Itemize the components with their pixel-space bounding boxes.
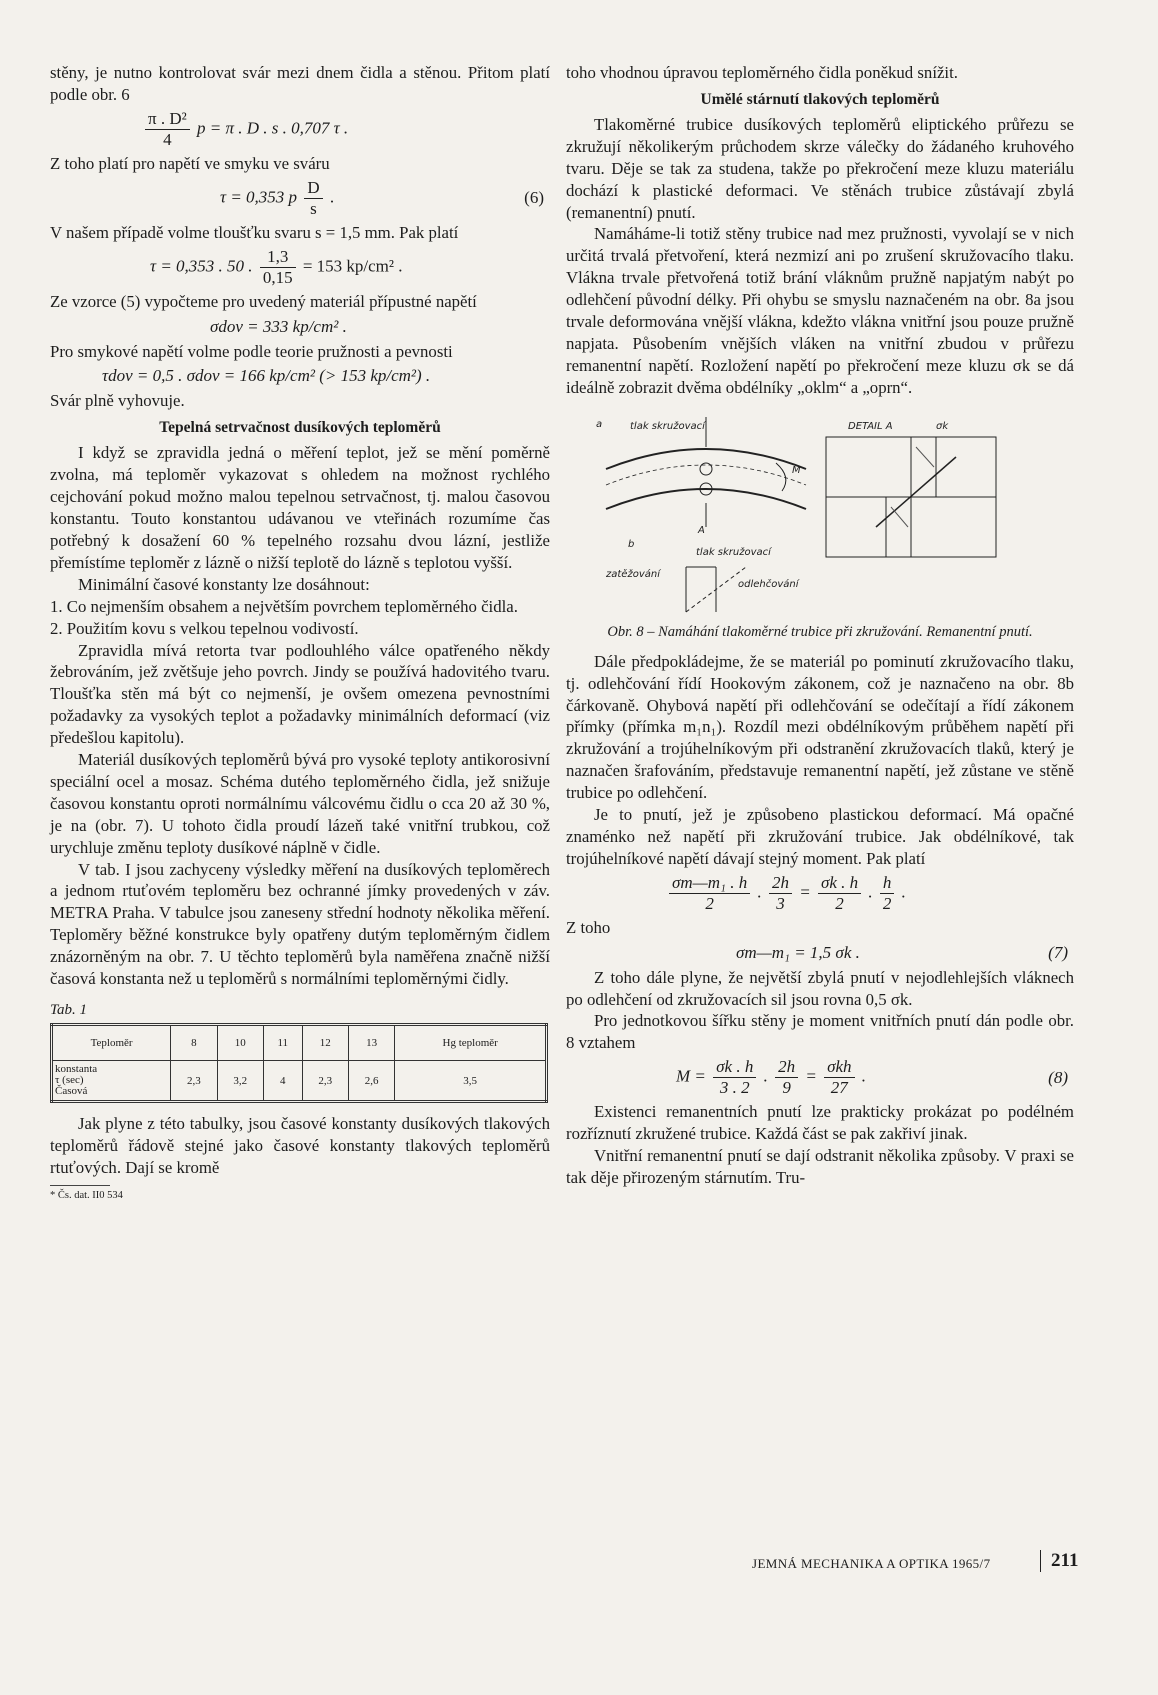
paragraph: toho vhodnou úpravou teploměrného čidla poněkud snížit. (566, 63, 958, 82)
svg-text:odlehčování: odlehčování (738, 578, 799, 590)
table-header-row: Teploměr 8 10 11 12 13 Hg teploměr (52, 1025, 547, 1061)
paragraph: Namáháme-li totiž stěny trubice nad mez pružnosti, vyvolají se v nich určitá trvalá přetvoření, která nezmizí ani po zrušení skružovacího tlaku. Vlákna trvale přetvořená totiž brání vláknům pružně napjatým nabýt po odlehčení původní délky. Při ohybu se smyslu naznačeném na obr. 8a jsou trvale deformována vnější vlákna, kdežto vlákna vnitřní jsou pouze pružně napjata. Působením vnějších vláken na vnitřní zbudou v průřezu remanentní napětí. Rozložení napětí po překročení meze kluzu σk se dá ideálně zobrazit dvěma obdélníky „oklm“ a „oprn“. (566, 224, 1074, 397)
paragraph: I když se zpravidla jedná o měření teplot, jež se mění poměrně zvolna, má teploměr vykazovat s ohledem na možnost rychlého cejchování pokud možno malou tepelnou setrvačnost, tj. malou časovou konstantu. Touto konstantou udávanou ve vteřinách rozumíme čas potřebný k dosažení 60 % tepelného rozsahu dvou lázní, jestliže přemístíme teploměr z lázně o nižší teplotě do lázně s teplotou vyšší. (50, 443, 550, 572)
journal-footer: JEMNÁ MECHANIKA A OPTIKA 1965/7 (752, 1556, 991, 1571)
section-heading: Tepelná setrvačnost dusíkových teploměrů (159, 419, 441, 437)
paragraph: Z toho (566, 917, 611, 937)
paragraph: Svár plně vyhovuje. (50, 391, 185, 411)
equation-4: σdov = 333 kp/cm² . (210, 316, 347, 336)
left-column (50, 62, 550, 1201)
paragraph: Minimální časové konstanty lze dosáhnout: (78, 574, 370, 594)
paragraph: Ze vzorce (5) vypočteme pro uvedený materiál přípustné napětí (50, 291, 477, 311)
paragraph: Vnitřní remanentní pnutí se dají odstranit několika způsoby. V praxi se tak děje přirozeným stárnutím. Tru- (566, 1146, 1074, 1187)
paragraph: V našem případě volme tloušťku svaru s = 1,5 mm. Pak platí (50, 222, 459, 242)
paragraph: Dále předpokládejme, že se materiál po pominutí zkružovacího tlaku, tj. odlehčování řídí Hookovým zákonem, což je naznačeno na obr. 8b čárkovaně. Ohybová napětí při odlehčování se odečítají a řídí zákonem přímky (přímka m₁n₁). Rozdíl mezi obdélníkovým průběhem napětí při zkružování a trojúhelníkovým při odstranění zkružovacích tlaků, který je naznačen šrafováním, představuje remanentní napětí, jež zůstane ve stěně trubice po odlehčení. (566, 651, 1074, 803)
svg-text:tlak skružovací: tlak skružovací (696, 546, 771, 558)
equation-1: $\frac{\text{π . D²}}{4}$ p = π . D . s . 0,707 τ . (50, 109, 550, 150)
list-item: 1. Co nejmenším obsahem a největším povrchem teploměrného čidla. (50, 596, 518, 616)
paragraph: Z toho dále plyne, že největší zbylá pnutí v nejodlehlejších vláknech po odlehčení od zkružovacích sil jsou rovna 0,5 σk. (566, 967, 1074, 1009)
paragraph: stěny, je nutno kontrolovat svár mezi dnem čidla a stěnou. Přitom platí podle obr. 6 (50, 63, 550, 104)
paragraph: Existenci remanentních pnutí lze prakticky prokázat po podélném rozříznutí zkružené trubice. Každá část se pak zakřiví jinak. (566, 1102, 1074, 1144)
table-caption: Tab. 1 (50, 1002, 87, 1018)
paragraph: Materiál dusíkových teploměrů bývá pro vysoké teploty antikorosivní speciální ocel a mosaz. Schéma dutého teploměrného čidla, jež snižuje časovou konstantu oproti normálnímu válcovému čidlu o cca 20 až 30 %, je na (obr. 7). U tohoto čidla proudí lázeň také vnitřní trubkou, což urychluje změnu teploty dusíkové náplně v čidle. (50, 750, 550, 857)
svg-text:A: A (698, 524, 705, 536)
equation-5: τdov = 0,5 . σdov = 166 kp/cm² (> 153 kp/cm²) . (102, 366, 431, 386)
svg-text:zatěžování: zatěžování (606, 568, 660, 580)
paragraph: V tab. I jsou zachyceny výsledky měření na dusíkových teploměrech a jednom rtuťovém teploměru bez ochranné jímky provedených v záv. METRA Praha. V tabulce jsou zaneseny střední hodnoty několika měření. Teploměry běžné konstrukce byly opatřeny dutým teploměrným čidlem znázorněným na obr. 7. U těchto teploměrů byla naměřena značně nižší časová konstanta než u teploměrů s normálními teploměrnými čidly. (50, 859, 550, 989)
footnote: * Čs. dat. II0 534 (50, 1185, 110, 1201)
page-number: 211 (1040, 1550, 1078, 1572)
svg-text:DETAIL A: DETAIL A (848, 420, 893, 432)
paragraph: Je to pnutí, jež je způsobeno plastickou deformací. Má opačné znaménko než napětí při zkružování trubice. Jak obdélníkové, tak trojúhelníkové napětí dávají stejný moment. Pak platí (566, 805, 1074, 868)
svg-text:σk: σk (936, 420, 949, 432)
paragraph: Zpravidla mívá retorta tvar podlouhlého válce opatřeného někdy žebrováním, jež zvětšuje jeho povrch. Jindy se používá hadovitého tvaru. Tloušťka stěn má být co nejmenší, je ovšem omezena pevnostními požadavky za vysokých teplot a požadavky minimálních deformací (viz předešlou kapitolu). (50, 640, 550, 748)
right-column (566, 62, 1074, 1189)
paragraph: Jak plyne z této tabulky, jsou časové konstanty dusíkových tlakových teploměrů řádově stejné jako časové konstanty tlakových teploměrů rtuťových. Dají se kromě (50, 1114, 550, 1177)
equation-7: σm—m₁ = 1,5 σk . (7) (736, 942, 1068, 962)
svg-text:tlak skružovací: tlak skružovací (630, 420, 705, 432)
svg-text:M: M (792, 464, 801, 476)
figure-8 (586, 407, 1006, 617)
data-table (50, 1023, 548, 1103)
figure-caption: Obr. 8 – Namáhání tlakoměrné trubice při zkružování. Remanentní pnutí. (607, 623, 1033, 640)
equation-8: M = $\frac{\sigma k . h}{3 . 2}$ . $\frac{2h}{9}$ = $\frac{\text{σkh}}{27}$ . (8) (676, 1057, 1068, 1098)
list-item: 2. Použitím kovu s velkou tepelnou vodivostí. (50, 618, 359, 638)
svg-text:a: a (596, 418, 603, 430)
svg-text:b: b (628, 538, 635, 550)
equation-6: τ = 0,353 p $\frac{D}{s}$ . (6) (220, 177, 544, 218)
figure-8-drawing (586, 407, 1006, 617)
paragraph: Pro smykové napětí volme podle teorie pružnosti a pevnosti (50, 341, 453, 361)
paragraph: Z toho platí pro napětí ve smyku ve sváru (50, 153, 330, 173)
table-row: konstanta τ (sec) Časová 2,3 3,2 4 2,3 2,6 3,5 (52, 1061, 547, 1102)
section-heading: Umělé stárnutí tlakových teploměrů (700, 90, 940, 108)
paragraph: Tlakoměrné trubice dusíkových teploměrů eliptického průřezu se zkružují několikerým průchodem skrze válečky do žádaného kruhového tvaru. Děje se tak za studena, takže po překročení meze kluzu materiálu dochází k plastické deformaci. Ve stěnách trubice zůstávají zbylá (remanentní) pnutí. (566, 114, 1074, 222)
equation-moment: $\frac{\text{σm—m₁ . h}}{2}$ . $\frac{2h}{3}$ = $\frac{\sigma k . h}{2}$ . $\frac{h}{2}$ . (566, 873, 1074, 914)
equation-3: τ = 0,353 . 50 . $\frac{1,3}{0,15}$ = 153 kp/cm² . (150, 246, 403, 287)
paragraph: Pro jednotkovou šířku stěny je moment vnitřních pnutí dán podle obr. 8 vztahem (566, 1011, 1074, 1053)
